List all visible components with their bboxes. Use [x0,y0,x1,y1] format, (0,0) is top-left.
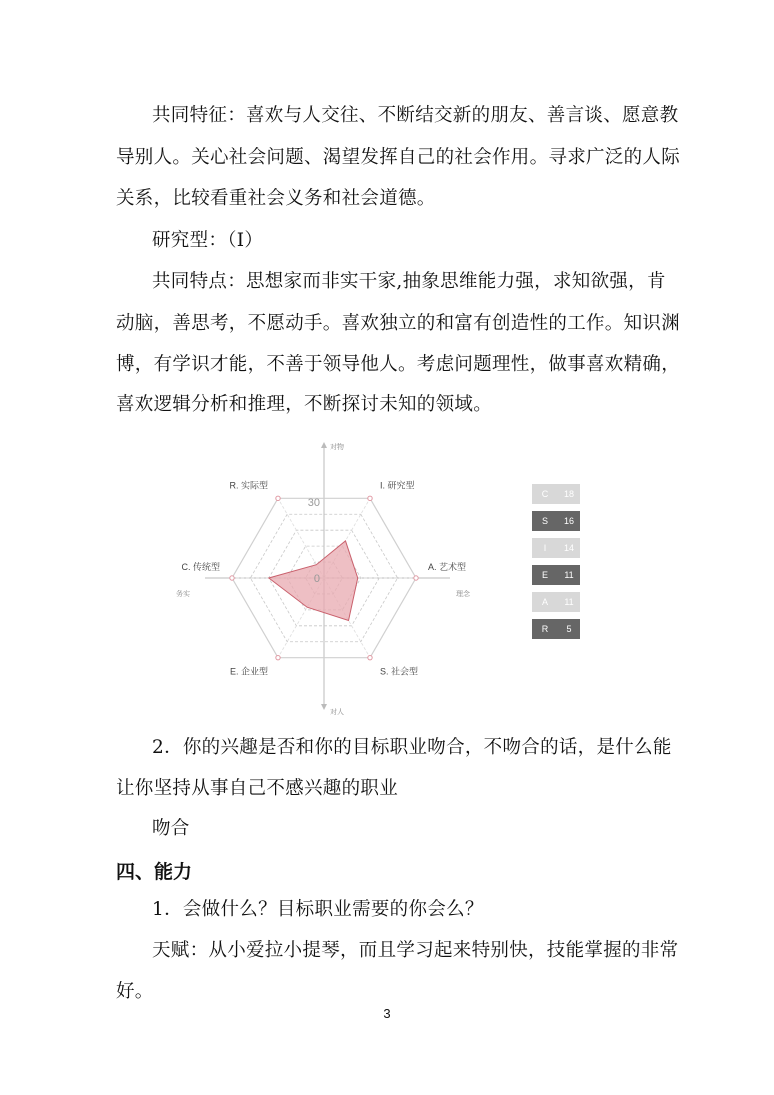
score-value: 11 [564,597,574,607]
social-traits-line-3: 关系，比较看重社会义务和社会道德。 [116,188,436,209]
tick-min-label: 0 [313,573,320,585]
score-value: 5 [566,624,572,634]
axis-end-dot [276,655,280,659]
question-2-line-1: 2．你的兴趣是否和你的目标职业吻合，不吻合的话，是什么能 [152,737,672,758]
score-code: R [541,624,549,634]
score-code: I [543,543,547,553]
direction-label-left: 务实 [176,591,190,598]
direction-label-right: 理念 [456,591,470,598]
score-code: A [541,597,548,607]
research-line-2: 动脑，善思考，不愿动手。喜欢独立的和富有创造性的工作。知识渊 [116,313,681,334]
axis-end-dot [368,655,372,659]
score-value: 14 [563,543,574,553]
social-traits-line-1: 共同特征：喜欢与人交往、不断结交新的朋友、善言谈、愿意教 [152,105,679,126]
score-value: 18 [563,489,574,499]
axis-end-dot [414,576,418,580]
axis-label: S. 社会型 [380,666,419,677]
research-line-1: 共同特点：思想家而非实干家,抽象思维能力强，求知欲强，肯 [152,271,666,292]
axis-end-dot [230,576,234,580]
score-code: S [541,516,548,526]
axis-label: R. 实际型 [229,480,268,491]
research-type-title: 研究型：（I） [152,230,264,251]
score-value: 16 [563,516,574,526]
axis-label: E. 企业型 [229,666,268,677]
social-traits-line-2: 导别人。关心社会问题、渴望发挥自己的社会作用。寻求广泛的人际 [116,147,681,168]
axis-label: C. 传统型 [181,562,220,572]
score-bar [532,538,580,558]
score-bar [532,619,580,639]
score-bar [532,592,580,612]
vertical-axis-arrow-top [321,442,327,448]
question-1: 1．会做什么？目标职业需要的你会么？ [152,899,484,920]
tick-max-label: 30 [307,497,320,509]
axis-end-dot [276,496,280,500]
holland-radar-chart [160,436,490,726]
score-bar [532,511,580,531]
talent-line-2: 好。 [116,981,154,1002]
axis-end-dot [368,496,372,500]
question-2-answer: 吻合 [152,818,190,839]
score-value: 11 [564,570,574,580]
direction-label-bottom: 对人 [330,709,344,716]
direction-label-top: 对物 [330,444,344,451]
axis-label: I. 研究型 [380,480,415,491]
research-line-3: 博，有学识才能，不善于领导他人。考虑问题理性，做事喜欢精确， [116,354,681,375]
score-bar [532,565,580,585]
page-number: 3 [383,1006,391,1021]
question-2-line-2: 让你坚持从事自己不感兴趣的职业 [116,778,399,799]
vertical-axis-arrow-bottom [321,704,327,710]
score-bar [532,484,580,504]
score-code: C [541,489,549,499]
section-heading: 四、能力 [116,861,193,883]
score-code: E [541,570,548,580]
research-line-4: 喜欢逻辑分析和推理，不断探讨未知的领域。 [116,394,493,415]
talent-line-1: 天赋：从小爱拉小提琴，而且学习起来特别快，技能掌握的非常 [152,940,679,961]
axis-label: A. 艺术型 [428,562,467,572]
